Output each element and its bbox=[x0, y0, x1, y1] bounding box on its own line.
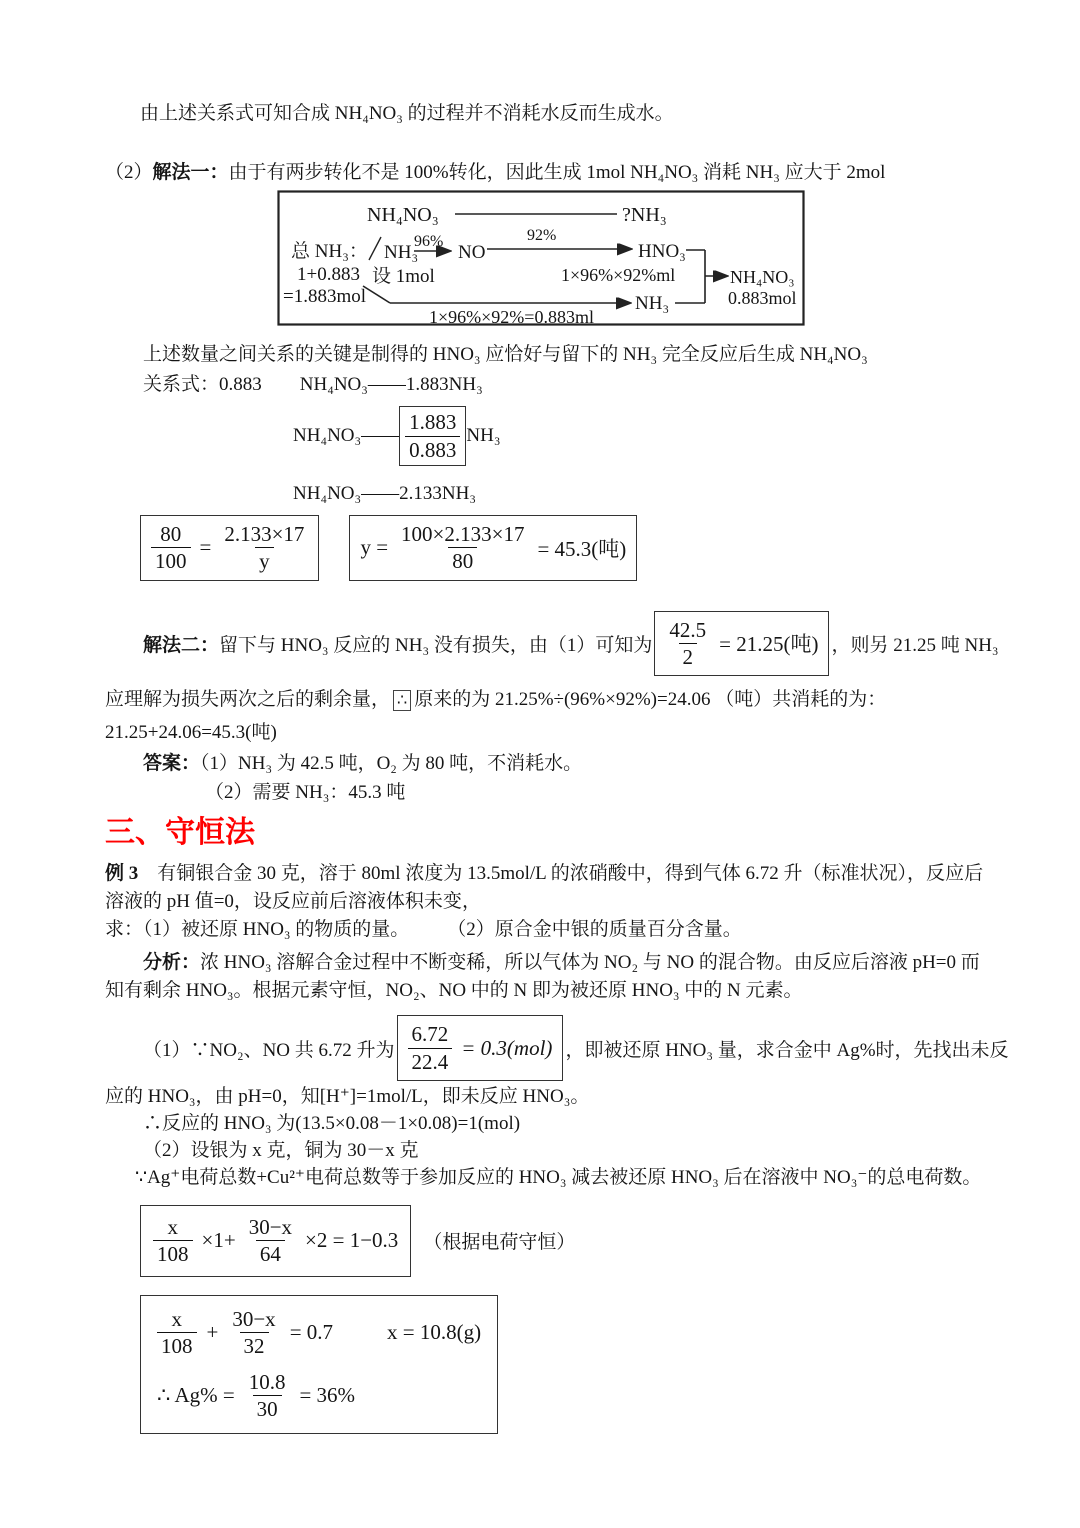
step1-continuation: 应的 HNO₃，由 pH=0，知[H⁺]=1mol/L，即未反应 HNO₃。 bbox=[105, 1086, 590, 1107]
example3-label: 例 3 bbox=[105, 863, 139, 884]
analysis-line2: 知有剩余 HNO₃。根据元素守恒，NO₂、NO 中的 N 即为被还原 HNO₃ 中的 N 元素。 bbox=[105, 980, 803, 1001]
example3-line1-text: 有铜银合金 30 克，溶于 80ml 浓度为 13.5mol/L 的浓硝酸中，得到气体 6.72 升（标准状况），反应后 bbox=[138, 863, 984, 884]
method2-text-after: ，则另 21.25 吨 NH₃ bbox=[831, 634, 999, 656]
charge-f2 bbox=[245, 1214, 296, 1268]
charge-caption: （根据电荷守恒） bbox=[423, 1232, 576, 1254]
eq1-equals: = bbox=[199, 535, 212, 560]
method2-line2-b: 原来的为 21.25%÷(96%×92%)=24.06 （吨）共消耗的为： bbox=[414, 689, 887, 710]
answer-line1 bbox=[143, 750, 985, 777]
method1-label: 解法一： bbox=[152, 162, 229, 183]
final-result-wrap bbox=[140, 1295, 985, 1434]
method2-fraction bbox=[665, 617, 710, 671]
eq1-right-fraction bbox=[220, 521, 308, 575]
diagram-diagonal bbox=[363, 286, 390, 303]
method1-prefix: （2） bbox=[105, 162, 153, 183]
eq2-tail: = 45.3(吨) bbox=[537, 536, 627, 561]
diagram-pct96: 96% bbox=[414, 233, 444, 250]
method2-box-num: 42.5 bbox=[669, 617, 707, 642]
answer-label: 答案： bbox=[143, 753, 201, 774]
diagram-total-value: 1+0.883 bbox=[297, 264, 360, 285]
diagram-product-amount: 0.883mol bbox=[728, 288, 797, 308]
charge-f2-den: 64 bbox=[256, 1240, 285, 1267]
method2-line2 bbox=[105, 686, 985, 713]
step1-row bbox=[143, 1013, 1009, 1083]
final-row2-lead: ∴ Ag% = bbox=[157, 1383, 235, 1408]
method1-paragraph bbox=[105, 159, 985, 186]
final-f1 bbox=[157, 1306, 197, 1360]
final-f3-num: 10.8 bbox=[248, 1370, 286, 1394]
final-f2-num: 30−x bbox=[232, 1306, 276, 1331]
charge-equation-row bbox=[140, 1205, 985, 1277]
eq1-right-num: 2.133×17 bbox=[224, 522, 305, 546]
equation-box-1 bbox=[140, 515, 319, 581]
step1-box-tail: = 0.3(mol) bbox=[461, 1035, 553, 1060]
diagram-nh3-bottom-amount: 1×96%×92%=0.883ml bbox=[429, 307, 594, 327]
step1-fraction bbox=[408, 1021, 453, 1075]
eq1-left-fraction bbox=[151, 521, 191, 575]
diagram-nh4no3-top: NH₄NO₃ bbox=[367, 204, 439, 226]
eq2-den: 80 bbox=[448, 547, 477, 574]
charge-f1-den: 108 bbox=[153, 1240, 193, 1267]
step1-text-before: （1）∵NO₂、NO 共 6.72 升为 bbox=[143, 1039, 395, 1061]
step1-num: 6.72 bbox=[411, 1022, 449, 1047]
charge-equation-box bbox=[140, 1205, 411, 1277]
eq2-lead: y = bbox=[360, 535, 389, 560]
eq2-num: 100×2.133×17 bbox=[401, 522, 525, 546]
equation-box-2 bbox=[349, 515, 637, 581]
method1-text: 由于有两步转化不是 100%转化，因此生成 1mol NH₄NO₃ 消耗 NH₃ 应大于 2mol bbox=[228, 162, 886, 183]
reaction-flow-diagram bbox=[277, 190, 985, 333]
step2-line: （2）设银为 x 克，铜为 30－x 克 bbox=[143, 1140, 419, 1161]
analysis-line1 bbox=[143, 949, 985, 977]
relation-line: 关系式：0.883 NH₄NO₃——1.883NH₃ bbox=[143, 374, 483, 395]
method2-box-tail: = 21.25(吨) bbox=[719, 632, 819, 657]
example3-line1 bbox=[105, 860, 985, 888]
example3-ask: 求：（1）被还原 HNO₃ 的物质的量。 （2）原合金中银的质量百分含量。 bbox=[105, 919, 742, 940]
final-f3-den: 30 bbox=[253, 1395, 282, 1422]
diagram-pct92: 92% bbox=[527, 227, 557, 244]
diagram-assume: 设 1mol bbox=[372, 266, 435, 287]
fraction-relation-suffix: NH₃ bbox=[466, 425, 501, 446]
diagram-total-label: 总 NH₃： bbox=[291, 241, 368, 262]
deduce-line: ∴反应的 HNO₃ 为(13.5×0.08－1×0.08)=1(mol) bbox=[143, 1113, 521, 1134]
equation-box-row bbox=[140, 515, 985, 581]
final-row2 bbox=[157, 1369, 355, 1423]
fraction-relation-row bbox=[293, 404, 985, 468]
eq2-fraction bbox=[397, 521, 528, 575]
step1-den: 22.4 bbox=[408, 1048, 453, 1075]
therefore-symbol-box: ∴ bbox=[393, 690, 411, 711]
diagram-hno3-amount: 1×96%×92%ml bbox=[561, 265, 676, 285]
step1-text-after: ，即被还原 HNO₃ 量，求合金中 Ag%时，先找出未反 bbox=[565, 1039, 1009, 1061]
charge-f2-num: 30−x bbox=[248, 1215, 293, 1239]
relation-result-line: NH₄NO₃——2.133NH₃ bbox=[293, 483, 476, 504]
example3-line2: 溶液的 pH 值=0，设反应前后溶液体积未变， bbox=[105, 891, 481, 912]
diagram-hno3: HNO₃ bbox=[638, 241, 686, 262]
final-result-box bbox=[140, 1295, 498, 1434]
method2-box-den: 2 bbox=[679, 643, 698, 670]
fraction-relation-prefix: NH₄NO₃—— bbox=[293, 425, 400, 446]
method2-text-before: 留下与 HNO₃ 反应的 NH₃ 没有损失，由（1）可知为 bbox=[219, 634, 653, 656]
analysis-label: 分析： bbox=[143, 952, 201, 973]
method2-line3: 21.25+24.06=45.3(吨) bbox=[105, 722, 277, 743]
method2-box bbox=[654, 611, 829, 677]
eq1-right-den: y bbox=[255, 547, 274, 574]
diagram-nh3-bottom: NH₃ bbox=[635, 293, 670, 314]
charge-mid1: ×1+ bbox=[201, 1228, 236, 1253]
charge-f1 bbox=[153, 1214, 193, 1268]
final-row1 bbox=[157, 1306, 481, 1360]
method2-label: 解法二： bbox=[143, 634, 220, 656]
fraction-numerator: 1.883 bbox=[409, 410, 457, 435]
boxed-fraction-1883-0883 bbox=[399, 406, 466, 466]
final-x-result: x = 10.8(g) bbox=[387, 1319, 482, 1344]
diagram-no: NO bbox=[458, 242, 486, 263]
section-heading: 三、守恒法 bbox=[105, 816, 255, 849]
eq1-left-den: 100 bbox=[151, 547, 191, 574]
fraction-denominator: 0.883 bbox=[405, 436, 460, 463]
final-plus: + bbox=[206, 1319, 219, 1344]
final-f1-num: x bbox=[171, 1306, 182, 1331]
intro-paragraph: 由上述关系式可知合成 NH₄NO₃ 的过程并不消耗水反而生成水。 bbox=[140, 103, 674, 124]
diagram-product: NH₄NO₃ bbox=[730, 267, 795, 287]
key-line: 上述数量之间关系的关键是制得的 HNO₃ 应恰好与留下的 NH₃ 完全反应后生成 NH₄NO₃ bbox=[143, 344, 868, 365]
analysis-line1-text: 浓 HNO₃ 溶解合金过程中不断变稀，所以气体为 NO₂ 与 NO 的混合物。由反应后溶液 pH=0 而 bbox=[200, 952, 980, 973]
diagram-slash bbox=[369, 237, 381, 260]
step1-box bbox=[397, 1015, 564, 1081]
charge-mid2: ×2 = 1−0.3 bbox=[305, 1228, 399, 1253]
final-f2-den: 32 bbox=[240, 1332, 269, 1359]
final-f3 bbox=[245, 1369, 290, 1423]
because-line: ∵Ag⁺电荷总数+Cu²⁺电荷总数等于参加反应的 HNO₃ 减去被还原 HNO₃ 后在溶液中 NO₃⁻的总电荷数。 bbox=[135, 1167, 982, 1188]
final-f2 bbox=[228, 1306, 279, 1360]
method2-row bbox=[143, 611, 999, 677]
diagram-nh3-mid: NH₃ bbox=[384, 242, 419, 263]
diagram-total-result: =1.883mol bbox=[283, 286, 367, 307]
diagram-q-nh3: ?NH₃ bbox=[622, 204, 667, 226]
method2-line2-a: 应理解为损失两次之后的剩余量， bbox=[105, 689, 391, 710]
final-result: = 36% bbox=[299, 1383, 356, 1408]
eq1-left-num: 80 bbox=[160, 522, 182, 546]
answer-line2: （2）需要 NH₃：45.3 吨 bbox=[205, 782, 406, 803]
charge-f1-num: x bbox=[167, 1215, 178, 1239]
final-eq: = 0.7 bbox=[289, 1319, 334, 1344]
final-f1-den: 108 bbox=[157, 1332, 197, 1359]
answer-line1-text: （1）NH₃ 为 42.5 吨，O₂ 为 80 吨，不消耗水。 bbox=[200, 753, 583, 774]
